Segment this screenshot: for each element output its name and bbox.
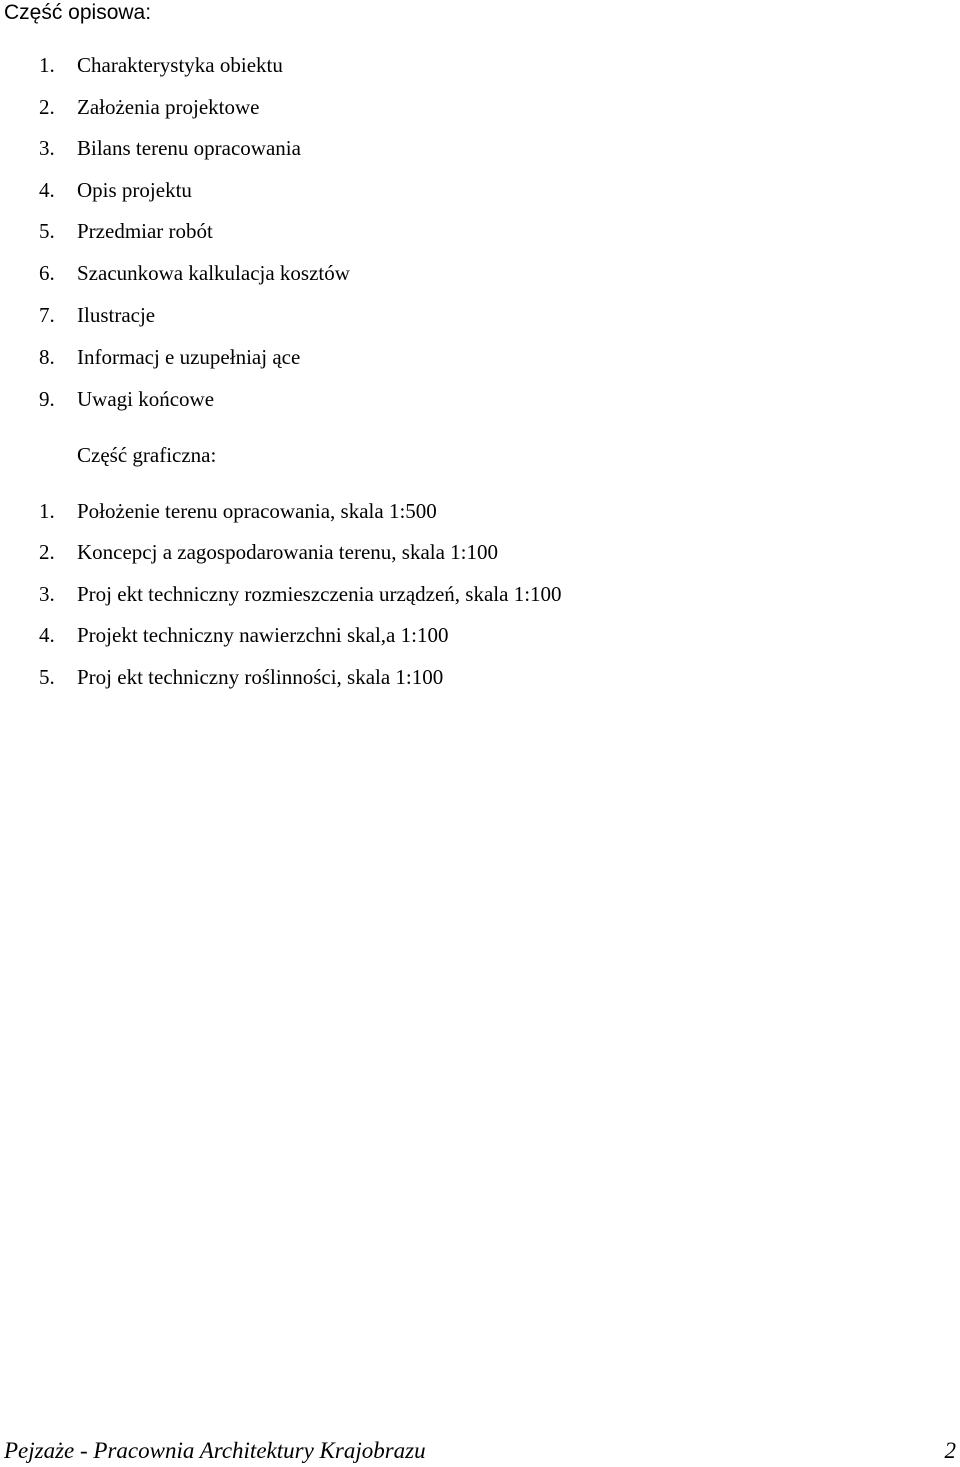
list-item-number: 5. <box>39 219 55 243</box>
list-item-text: Charakterystyka obiektu <box>77 53 283 77</box>
list-item-number: 4. <box>39 178 55 202</box>
list-item-number: 1. <box>39 499 55 523</box>
list-item-number: 7. <box>39 303 55 327</box>
list-item-text: Bilans terenu opracowania <box>77 136 301 160</box>
list-item-text: Proj ekt techniczny roślinności, skala 1:100 <box>77 665 444 689</box>
page-number: 2 <box>944 1438 956 1463</box>
list-item-text: Projekt techniczny nawierzchni skal,a 1:100 <box>77 623 449 647</box>
list-item-number: 5. <box>39 665 55 689</box>
list-item-number: 3. <box>39 136 55 160</box>
list-item-text: Ilustracje <box>77 303 156 327</box>
list-item-text: Opis projektu <box>77 178 192 202</box>
page-footer <box>4 1437 956 1467</box>
section-heading-opisowa: Część opisowa: <box>4 1 152 24</box>
list-item-number: 6. <box>39 261 55 285</box>
list-item-number: 2. <box>39 540 55 564</box>
list-item-text: Założenia projektowe <box>77 95 260 119</box>
list-item-text: Uwagi końcowe <box>77 387 215 411</box>
list-item-text: Szacunkowa kalkulacja kosztów <box>77 261 350 285</box>
list-item-number: 8. <box>39 345 55 369</box>
list-item-text: Przedmiar robót <box>77 219 213 243</box>
list-item-number: 9. <box>39 387 55 411</box>
section-heading-graficzna: Część graficzna: <box>77 443 217 467</box>
list-item-number: 3. <box>39 582 55 606</box>
list-item-number: 1. <box>39 53 55 77</box>
list-item-text: Proj ekt techniczny rozmieszczenia urządzeń, skala 1:100 <box>77 582 562 606</box>
footer-title: Pejzaże - Pracownia Architektury Krajobrazu <box>4 1438 426 1463</box>
list-item-text: Informacj e uzupełniaj ące <box>77 345 301 369</box>
list-item-text: Koncepcj a zagospodarowania terenu, skala 1:100 <box>77 540 499 564</box>
list-item-number: 2. <box>39 95 55 119</box>
list-item-text: Położenie terenu opracowania, skala 1:500 <box>77 499 437 523</box>
list-item-number: 4. <box>39 623 55 647</box>
